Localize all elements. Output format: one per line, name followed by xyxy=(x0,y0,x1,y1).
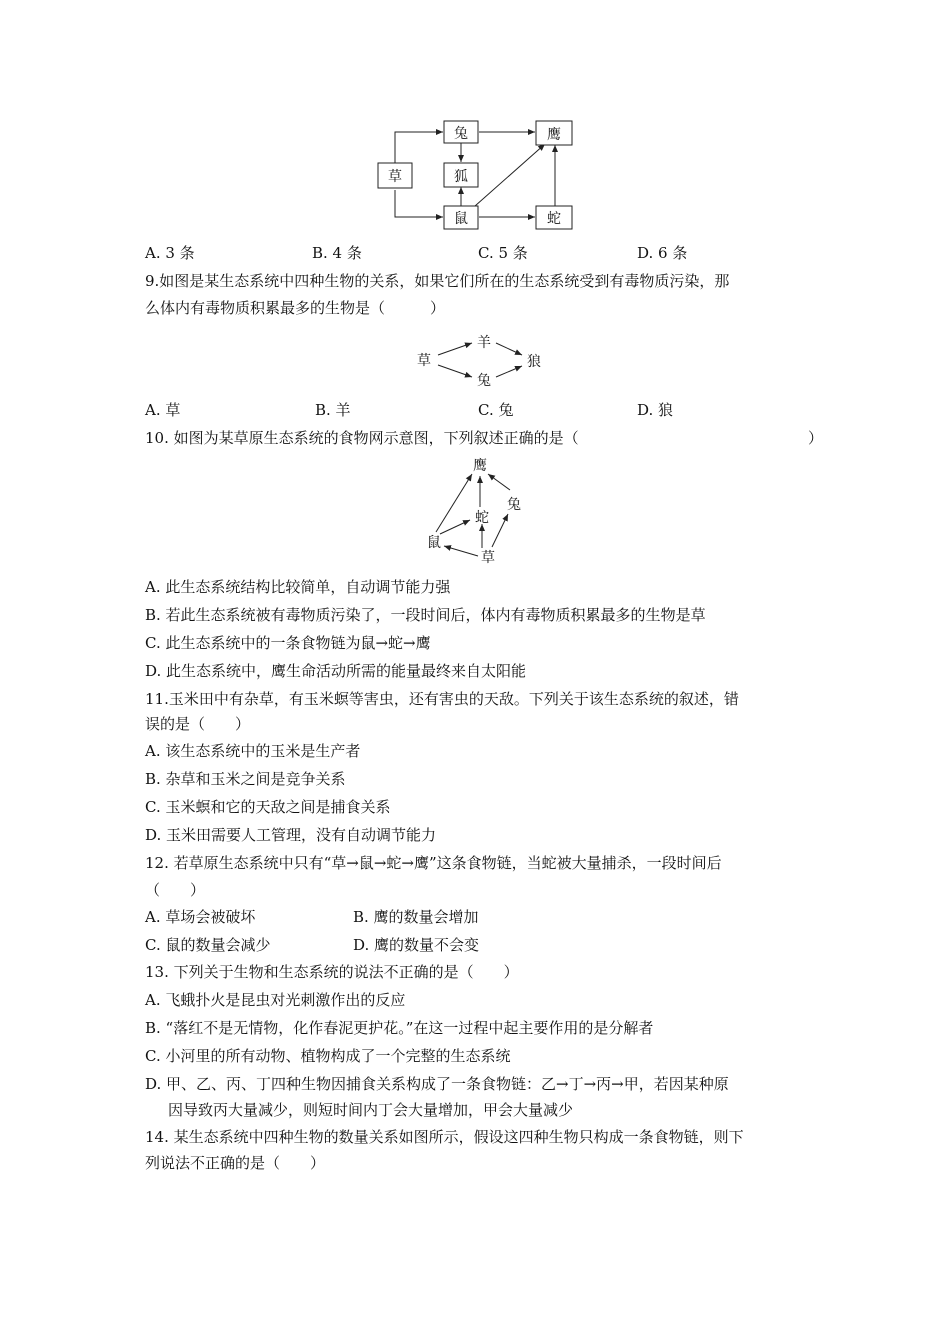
q11-stem-line1: 11.玉米田中有杂草，有玉米螟等害虫，还有害虫的天敌。下列关于该生态系统的叙述，错 xyxy=(145,690,739,708)
q14-stem-line2: 列说法不正确的是（ ） xyxy=(145,1154,326,1172)
q13-stem: 13. 下列关于生物和生态系统的说法不正确的是（ ） xyxy=(145,963,519,981)
q11-option-b: B. 杂草和玉米之间是竞争关系 xyxy=(145,770,346,788)
q10-option-d: D. 此生态系统中，鹰生命活动所需的能量最终来自太阳能 xyxy=(145,662,527,680)
q12-stem-line1: 12. 若草原生态系统中只有“草→鼠→蛇→鹰”这条食物链，当蛇被大量捕杀，一段时间后 xyxy=(145,854,722,872)
q13-option-a: A. 飞蛾扑火是昆虫对光刺激作出的反应 xyxy=(145,991,406,1009)
q11-option-d: D. 玉米田需要人工管理，没有自动调节能力 xyxy=(145,826,437,844)
node-grass: 草 xyxy=(417,353,431,369)
node-rabbit: 兔 xyxy=(507,497,521,513)
node-grass: 草 xyxy=(481,550,495,566)
q10-stem-close: ） xyxy=(808,429,824,447)
q13-option-c: C. 小河里的所有动物、植物构成了一个完整的生态系统 xyxy=(145,1047,511,1065)
q11-option-a: A. 该生态系统中的玉米是生产者 xyxy=(145,742,361,760)
q9-stem-line2: 么体内有毒物质积累最多的生物是（ ） xyxy=(145,299,446,317)
node-rabbit: 兔 xyxy=(477,373,491,389)
node-eagle: 鹰 xyxy=(547,127,561,143)
arrow-rabbit-wolf xyxy=(496,366,522,377)
arrow-grass-mouse xyxy=(395,190,443,217)
node-rabbit: 兔 xyxy=(454,126,468,142)
node-eagle: 鹰 xyxy=(473,458,487,474)
node-snake: 蛇 xyxy=(475,510,489,526)
arrow-mouse-snake xyxy=(440,520,470,534)
arrow-grass-sheep xyxy=(438,343,472,355)
q10-stem: 10. 如图为某草原生态系统的食物网示意图，下列叙述正确的是（ xyxy=(145,429,579,447)
q12-option-d: D. 鹰的数量不会变 xyxy=(353,936,480,954)
arrow-grass-rabbit xyxy=(438,365,472,377)
node-mouse: 鼠 xyxy=(454,211,468,227)
q10-option-a: A. 此生态系统结构比较简单，自动调节能力强 xyxy=(145,578,451,596)
q10-option-b: B. 若此生态系统被有毒物质污染了，一段时间后，体内有毒物质积累最多的生物是草 xyxy=(145,606,706,624)
q13-option-d-continued: 因导致丙大量减少，则短时间内丁会大量增加，甲会大量减少 xyxy=(168,1101,574,1119)
q9-stem-line1: 9.如图是某生态系统中四种生物的关系，如果它们所在的生态系统受到有毒物质污染，那 xyxy=(145,272,730,290)
q8-option-c: C. 5 条 xyxy=(478,244,528,262)
q8-option-d: D. 6 条 xyxy=(637,244,688,262)
q10-food-web-diagram xyxy=(420,452,530,567)
arrow-mouse-eagle xyxy=(436,474,472,532)
q9-option-b: B. 羊 xyxy=(315,401,351,419)
q12-option-a: A. 草场会被破坏 xyxy=(145,908,256,926)
q8-food-web-diagram xyxy=(370,115,590,235)
arrow-rabbit-eagle xyxy=(488,474,510,490)
node-sheep: 羊 xyxy=(477,335,491,351)
q9-option-a: A. 草 xyxy=(145,401,181,419)
q9-option-c: C. 兔 xyxy=(478,401,514,419)
node-mouse: 鼠 xyxy=(427,535,441,551)
q14-stem-line1: 14. 某生态系统中四种生物的数量关系如图所示，假设这四种生物只构成一条食物链，则下 xyxy=(145,1128,744,1146)
arrow-grass-mouse xyxy=(444,546,478,556)
q9-option-d: D. 狼 xyxy=(637,401,674,419)
node-snake: 蛇 xyxy=(547,211,561,227)
q12-option-c: C. 鼠的数量会减少 xyxy=(145,936,271,954)
q13-option-d: D. 甲、乙、丙、丁四种生物因捕食关系构成了一条食物链：乙→丁→丙→甲，若因某种原 xyxy=(145,1075,729,1093)
q12-stem-line2: （ ） xyxy=(145,881,206,899)
q11-stem-line2: 误的是（ ） xyxy=(145,715,251,733)
q12-option-b: B. 鹰的数量会增加 xyxy=(353,908,479,926)
arrow-sheep-wolf xyxy=(496,343,522,355)
arrow-grass-rabbit xyxy=(395,132,443,163)
node-grass: 草 xyxy=(388,169,402,185)
node-fox: 狐 xyxy=(454,169,468,185)
arrow-mouse-eagle xyxy=(475,144,545,206)
q8-option-b: B. 4 条 xyxy=(312,244,362,262)
q13-option-b: B. “落红不是无情物，化作春泥更护花。”在这一过程中起主要作用的是分解者 xyxy=(145,1019,654,1037)
q10-option-c: C. 此生态系统中的一条食物链为鼠→蛇→鹰 xyxy=(145,634,431,652)
q11-option-c: C. 玉米螟和它的天敌之间是捕食关系 xyxy=(145,798,391,816)
node-wolf: 狼 xyxy=(527,354,541,370)
q8-option-a: A. 3 条 xyxy=(145,244,195,262)
arrow-grass-rabbit xyxy=(492,514,508,547)
q9-food-chain-diagram xyxy=(410,330,550,390)
